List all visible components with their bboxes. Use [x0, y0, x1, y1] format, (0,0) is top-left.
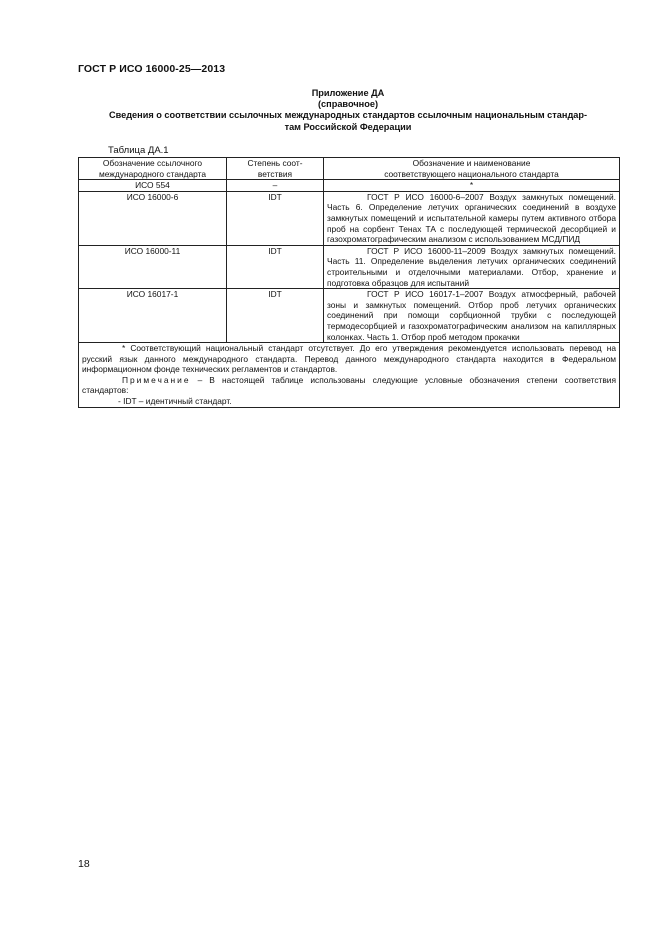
- note-text: – В настоящей таблице использованы следующие условные обозначения степени соответствия стандартов:: [82, 374, 617, 396]
- cell-national: ГОСТ Р ИСО 16017-1–2007 Воздух атмосферный, рабочей зоны и замкнутых помещений. Отбор проб летучих органических соединений при помощи сорбционной трубки с последующей термодесорбцией и газохроматографическим анализом на капиллярных колонках. Часть 1. Отбор проб методом прокачки: [324, 289, 620, 343]
- note-paragraph: [82, 375, 616, 396]
- note-label: Примечание: [122, 374, 191, 385]
- cell-intl: ИСО 16017-1: [79, 289, 227, 343]
- cell-national: *: [324, 180, 620, 192]
- appendix-description: [78, 110, 618, 133]
- appendix-title: Приложение ДА: [311, 88, 385, 98]
- header-intl-standard: [79, 158, 227, 180]
- correspondence-table: [78, 157, 620, 408]
- table-row: [79, 191, 620, 245]
- header-degree-line1: Степень соот-: [247, 158, 303, 168]
- cell-degree: IDT: [227, 191, 324, 245]
- footnote-text: * Соответствующий национальный стандарт отсутствует. До его утверждения рекомендуется использовать перевод на русский язык данного международного стандарта. Перевод данного международного стандарта находится в Федеральном информационном фонде технических регламентов и стандартов.: [82, 343, 616, 375]
- cell-degree: –: [227, 180, 324, 192]
- header-national-line2: соответствующего национального стандарта: [384, 168, 559, 179]
- table-notes-row: [79, 343, 620, 408]
- header-intl-line2: международного стандарта: [98, 168, 207, 179]
- header-degree: [227, 158, 324, 180]
- header-intl-line1: Обозначение ссылочного: [102, 158, 203, 168]
- cell-intl: ИСО 554: [79, 180, 227, 192]
- header-national-standard: [324, 158, 620, 180]
- document-header: ГОСТ Р ИСО 16000-25—2013: [78, 63, 226, 75]
- table-row: [79, 180, 620, 192]
- appendix-description-line1: Сведения о соответствии ссылочных международных стандартов ссылочным национальным стандар-: [108, 110, 588, 120]
- appendix-subtitle: (справочное): [317, 99, 378, 109]
- table-row: [79, 289, 620, 343]
- cell-degree: IDT: [227, 289, 324, 343]
- cell-national: ГОСТ Р ИСО 16000-11–2009 Воздух замкнутых помещений. Часть 11. Определение выделения летучих органических соединений строительными и отделочными материалами. Отбор, хранение и подготовка образцов для испытаний: [324, 245, 620, 288]
- cell-degree: IDT: [227, 245, 324, 288]
- cell-intl: ИСО 16000-11: [79, 245, 227, 288]
- cell-intl: ИСО 16000-6: [79, 191, 227, 245]
- table-header-row: [79, 158, 620, 180]
- table-notes: [79, 343, 620, 408]
- header-degree-line2: ветствия: [257, 168, 293, 179]
- cell-national: ГОСТ Р ИСО 16000-6–2007 Воздух замкнутых помещений. Часть 6. Определение летучих органических соединений в воздухе замкнутых помещений и испытательной камеры путем активного отбора проб на сорбент Тенах ТА с последующей термической десорбцией и газохроматографическим анализом с использованием МСД/ПИД: [324, 191, 620, 245]
- appendix-description-line2: там Российской Федерации: [284, 121, 412, 132]
- header-national-line1: Обозначение и наименование: [412, 158, 531, 168]
- note-item: - IDT – идентичный стандарт.: [118, 396, 232, 407]
- table-row: [79, 245, 620, 288]
- page-number: 18: [78, 858, 90, 870]
- table-caption: Таблица ДА.1: [108, 145, 169, 156]
